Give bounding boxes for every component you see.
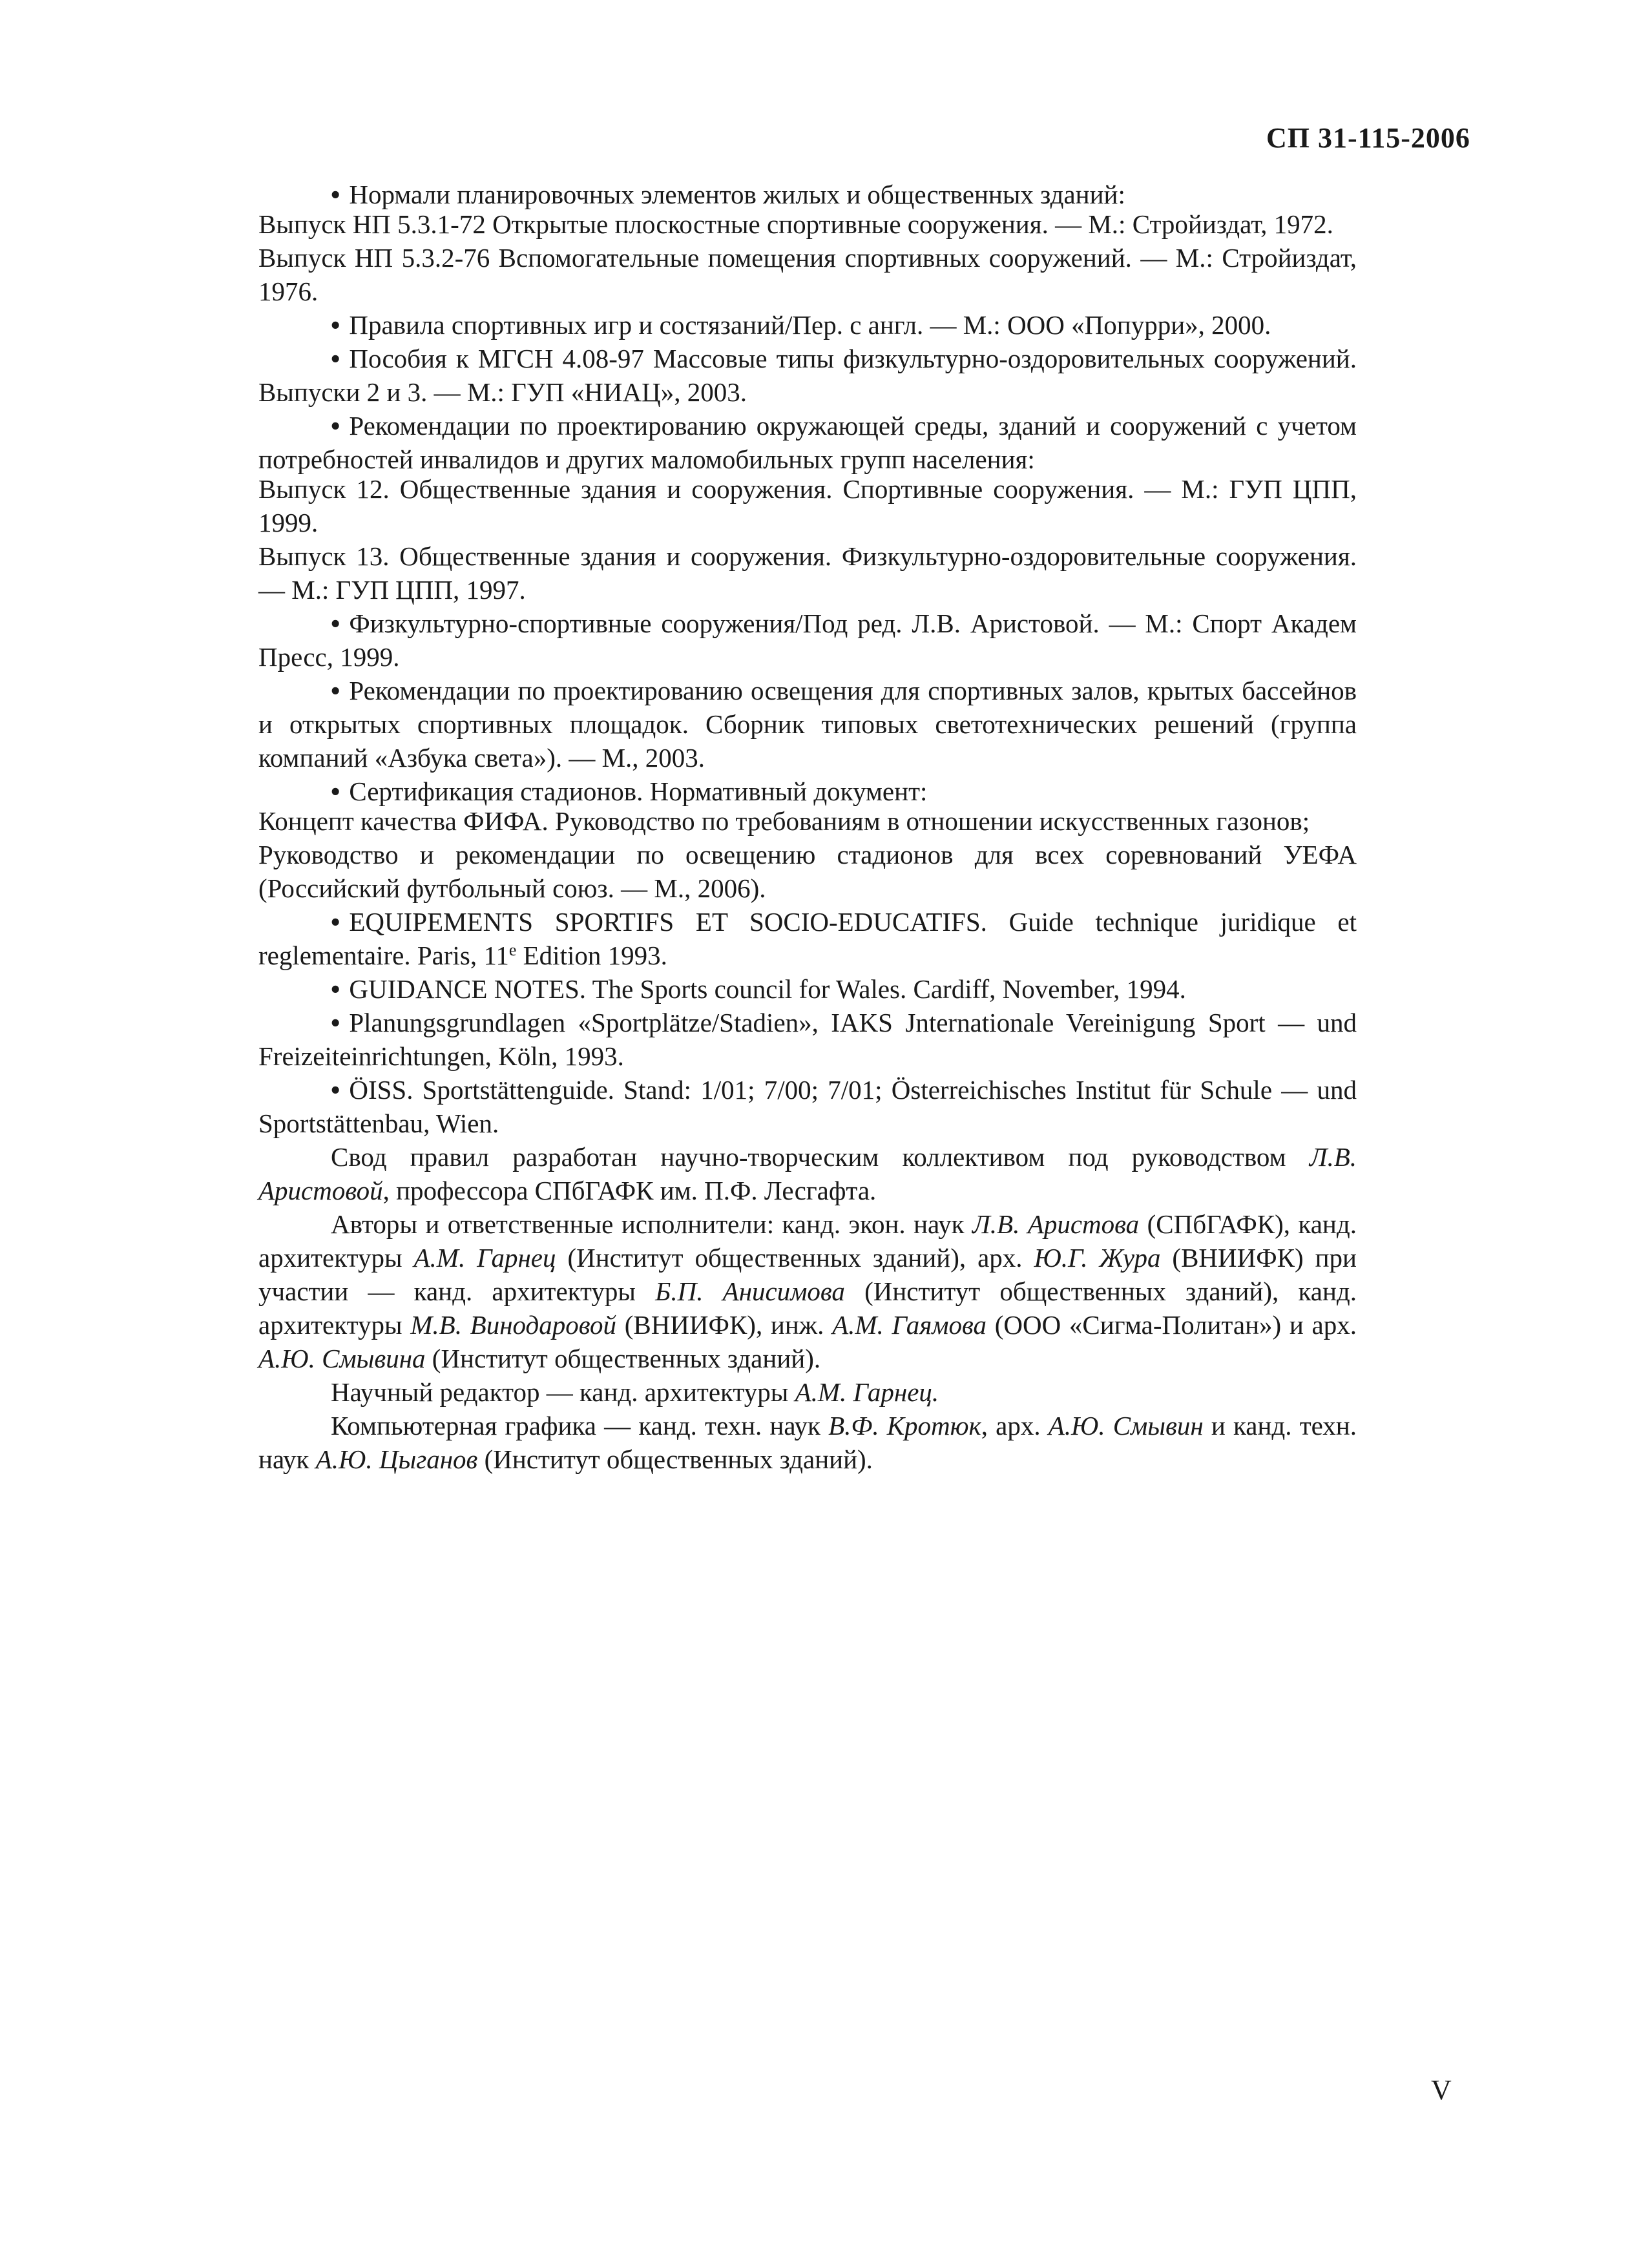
credits-authors	[258, 1207, 1357, 1375]
person-name: М.В. Винодаровой	[410, 1310, 617, 1340]
document-code: СП 31-115-2006	[1266, 122, 1470, 154]
person-name: Л.В. Аристова	[972, 1209, 1140, 1239]
text-run: , арх.	[981, 1411, 1049, 1441]
bullet-icon: •	[331, 974, 340, 1004]
text-run: (ВНИИФК) при участии — канд. архитектуры	[258, 1243, 1357, 1306]
person-name: Ю.Г. Жура	[1034, 1243, 1161, 1273]
bullet-icon: •	[331, 776, 340, 806]
bibliography-item: • Пособия к МГСН 4.08-97 Массовые типы физкультурно-оздоровительных сооружений. Выпуски 2 и 3. — М.: ГУП «НИАЦ», 2003.	[258, 344, 1357, 407]
page-number: V	[1431, 2074, 1452, 2106]
text-run: Компьютерная графика — канд. техн. наук	[331, 1411, 829, 1441]
bibliography-item: • Рекомендации по проектированию освещения для спортивных залов, крытых бассейнов и открытых спортивных площадок. Сборник типовых светотехнических решений (группа компаний «Азбука света»). — М., 2003.	[258, 676, 1357, 773]
bibliography-item: • GUIDANCE NOTES. The Sports council for Wales. Cardiff, November, 1994.	[331, 974, 1186, 1004]
bibliography-subitem: Руководство и рекомендации по освещению стадионов для всех соревнований УЕФА (Российский футбольный союз. — М., 2006).	[258, 840, 1357, 903]
bullet-icon: •	[331, 609, 340, 638]
bibliography-item: • ÖISS. Sportstättenguide. Stand: 1/01; 7/00; 7/01; Österreichisches Institut für Schule — und Sportstättenbau, Wien.	[258, 1075, 1357, 1138]
bullet-icon: •	[331, 676, 340, 705]
text-run: (Институт общественных зданий), канд. архитектуры	[258, 1276, 1357, 1340]
bibliography-subitem: Выпуск НП 5.3.1-72 Открытые плоскостные спортивные сооружения. — М.: Стройиздат, 1972.	[258, 209, 1333, 239]
text-run: (СПбГАФК), канд. архитектуры	[258, 1209, 1357, 1273]
bibliography-item: • Рекомендации по проектированию окружающей среды, зданий и сооружений с учетом потребностей инвалидов и других маломобильных групп населения:	[258, 411, 1357, 474]
text-run: Авторы и ответственные исполнители: канд. экон. наук	[331, 1209, 973, 1239]
person-name: Л.В. Аристовой	[258, 1142, 1357, 1205]
bullet-icon: •	[331, 907, 340, 937]
text-run: (ВНИИФК), инж.	[616, 1310, 833, 1340]
person-name: Б.П. Анисимова	[655, 1276, 845, 1306]
bullet-icon: •	[331, 310, 340, 340]
bibliography-content	[258, 178, 1357, 1476]
bibliography-subitem: Выпуск 12. Общественные здания и сооружения. Спортивные сооружения. — М.: ГУП ЦПП, 1999.	[258, 474, 1357, 537]
person-name: А.Ю. Цыганов	[315, 1444, 478, 1474]
credits-graphics	[258, 1409, 1357, 1476]
bibliography-subitem: Выпуск 13. Общественные здания и сооружения. Физкультурно-оздоровительные сооружения. — М.: ГУП ЦПП, 1997.	[258, 541, 1357, 605]
bullet-icon: •	[331, 1075, 340, 1105]
text-run: и канд. техн. наук	[258, 1411, 1357, 1474]
bibliography-subitem: Выпуск НП 5.3.2-76 Вспомогательные помещения спортивных сооружений. — М.: Стройиздат, 1976.	[258, 243, 1357, 306]
bibliography-item: • Сертификация стадионов. Нормативный документ:	[331, 776, 928, 806]
bibliography-item: • Правила спортивных игр и состязаний/Пер. с англ. — М.: ООО «Попурри», 2000.	[331, 310, 1271, 340]
person-name: А.М. Гарнец	[413, 1243, 556, 1273]
text-run: (Институт общественных зданий).	[477, 1444, 873, 1474]
person-name: А.М. Гарнец.	[795, 1377, 939, 1407]
text-run: Свод правил разработан научно-творческим коллективом под руководством	[331, 1142, 1310, 1172]
person-name: В.Ф. Кротюк	[828, 1411, 981, 1441]
person-name: А.Ю. Смывин	[1048, 1411, 1204, 1441]
text-run: (Институт общественных зданий), арх.	[556, 1243, 1034, 1273]
bullet-icon: •	[331, 1008, 340, 1037]
bibliography-item: • Planungsgrundlagen «Sportplätze/Stadien», IAKS Jnternationale Vereinigung Sport — und Freizeiteinrichtungen, Köln, 1993.	[258, 1008, 1357, 1071]
person-name: А.Ю. Смывина	[258, 1344, 426, 1373]
bibliography-item: • EQUIPEMENTS SPORTIFS ET SOCIO-EDUCATIFS. Guide technique juridique et reglementaire. Paris, 11e Edition 1993.	[258, 907, 1357, 970]
text-run: (Институт общественных зданий).	[425, 1344, 821, 1373]
text-run: (ООО «Сигма-Политан») и арх.	[987, 1310, 1357, 1340]
person-name: А.М. Гаямова	[832, 1310, 987, 1340]
bibliography-item: • Физкультурно-спортивные сооружения/Под ред. Л.В. Аристовой. — М.: Спорт Академ Пресс, 1999.	[258, 609, 1357, 672]
bibliography-item: • Нормали планировочных элементов жилых и общественных зданий:	[331, 180, 1125, 209]
bullet-icon: •	[331, 180, 340, 209]
credits-developed	[258, 1140, 1357, 1207]
credits-editor	[258, 1375, 1357, 1409]
bullet-icon: •	[331, 411, 340, 441]
text-run: Научный редактор — канд. архитектуры	[331, 1377, 795, 1407]
text-run: , профессора СПбГАФК им. П.Ф. Лесгафта.	[382, 1176, 877, 1205]
bullet-icon: •	[331, 344, 340, 373]
bibliography-subitem: Концепт качества ФИФА. Руководство по требованиям в отношении искусственных газонов;	[258, 806, 1310, 836]
